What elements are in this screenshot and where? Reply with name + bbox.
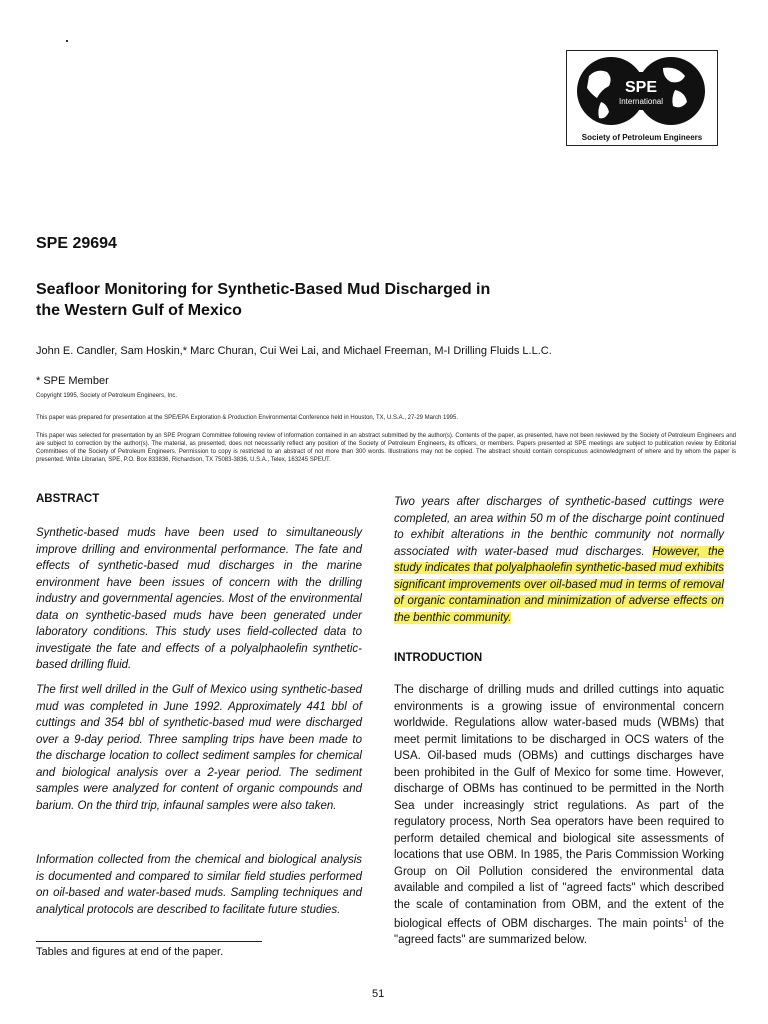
introduction-text-end: of the "agreed facts" are summarized below. xyxy=(394,917,724,947)
highlighted-text: However, the study indicates that polyalphaolefin synthetic-based mud exhibits significant improvements over oil-based mud in terms of removal of organic contamination and minimization of adverse effects on the benthic community. xyxy=(394,545,724,624)
spe-logo xyxy=(566,50,718,146)
abstract-paragraph: Synthetic-based muds have been used to simultaneously improve drilling and environmental performance. The fate and effects of synthetic-based mud discharges in the marine environment have been issues of concern with the drilling industry and governmental agencies. Most of the environmental data on synthetic-based muds have been generated under laboratory conditions. This study uses field-collected data to investigate the fate and effects of a polyalphaolefin synthetic-based drilling fluid. xyxy=(36,527,362,671)
copyright-notice: Copyright 1995, Society of Petroleum Engineers, Inc. xyxy=(36,393,178,399)
introduction-text: The discharge of drilling muds and drilled cuttings into aquatic environments is a growing issue of environmental concern worldwide. Regulations allow water-based muds (WBMs) that meet permit limitations to be discharged in OCS waters of the USA. Oil-based muds (OBMs) and cuttings discharges have been prohibited in the Gulf of Mexico for some time. However, discharge of OBMs has continued to be permitted in the North Sea under increasingly strict regulations. As part of the regulatory process, North Sea operators have been required to perform detailed chemical and biological site assessments of locations that use OBM. In 1985, the Paris Commission Working Group on Oil Pollution considered the environmental data available and compiled a list of "agreed facts" which described the scale of contamination from OBM, and the extent of the biological effects of OBM discharges. The main points xyxy=(394,684,724,930)
conference-notice: This paper was prepared for presentation at the SPE/EPA Exploration & Production Environmental Conference held in Houston, TX, U.S.A., 27-29 March 1995. xyxy=(36,415,459,421)
abstract-heading: ABSTRACT xyxy=(36,493,100,505)
logo-caption: Society of Petroleum Engineers xyxy=(581,133,703,142)
abstract-paragraph-continued xyxy=(394,494,724,626)
page-number: 51 xyxy=(372,988,385,1000)
abstract-paragraph: Information collected from the chemical and biological analysis is documented and compared to similar field studies performed on oil-based and water-based muds. Sampling techniques and analytical protocols are described to facilitate future studies. xyxy=(36,854,362,916)
author-list: John E. Candler, Sam Hoskin,* Marc Churan, Cui Wei Lai, and Michael Freeman, M-I Drilling Fluids L.L.C. xyxy=(36,345,552,357)
footnote-rule xyxy=(36,941,262,942)
scan-speck xyxy=(66,40,68,42)
selection-notice: This paper was selected for presentation by an SPE Program Committee following review of information contained in an abstract submitted by the author(s). Contents of the paper, as presented, have not been reviewed by the Society of Petroleum Engineers and are subject to correction by the author(s). The material, as presented, does not necessarily reflect any position of the Society of Petroleum Engineers, its officers, or members. Papers presented at SPE meetings are subject to publication review by Editorial Committees of the Society of Petroleum Engineers. Permission to copy is restricted to an abstract of not more than 300 words. Illustrations may not be copied. The abstract should contain conspicuous acknowledgment of where and by whom the paper is presented. Write Librarian, SPE, P.O. Box 833836, Richardson, TX 75083-3836, U.S.A., Telex, 163245 SPEUT. xyxy=(36,433,736,463)
footnote: Tables and figures at end of the paper. xyxy=(36,946,224,958)
abstract-paragraph: The first well drilled in the Gulf of Mexico using synthetic-based mud was completed in June 1992. Approximately 441 bbl of cuttings and 354 bbl of synthetic-based mud were discharged over a 9-day period. Three sampling trips have been made to the discharge location to collect sediment samples for chemical and biological analysis over a 2-year period. The sediment samples were analyzed for content of organic compounds and barium. On the third trip, infaunal samples were also taken. xyxy=(36,684,362,812)
citation-superscript: 1 xyxy=(683,917,688,924)
abstract-text: Two years after discharges of synthetic-based cuttings were completed, an area within 50 m of the discharge point continued to exhibit alterations in the benthic community not normally associated with water-based mud discharges. xyxy=(394,496,724,558)
paper-title: Seafloor Monitoring for Synthetic-Based Mud Discharged in the Western Gulf of Mexico xyxy=(36,281,491,319)
paper-number: SPE 29694 xyxy=(36,235,117,252)
globe-emblem-icon xyxy=(571,54,711,128)
introduction-paragraph xyxy=(394,682,724,949)
emblem-text: SPE xyxy=(624,79,658,96)
member-note: * SPE Member xyxy=(36,375,109,387)
introduction-heading: INTRODUCTION xyxy=(394,652,483,664)
emblem-subtext: International xyxy=(618,97,664,106)
